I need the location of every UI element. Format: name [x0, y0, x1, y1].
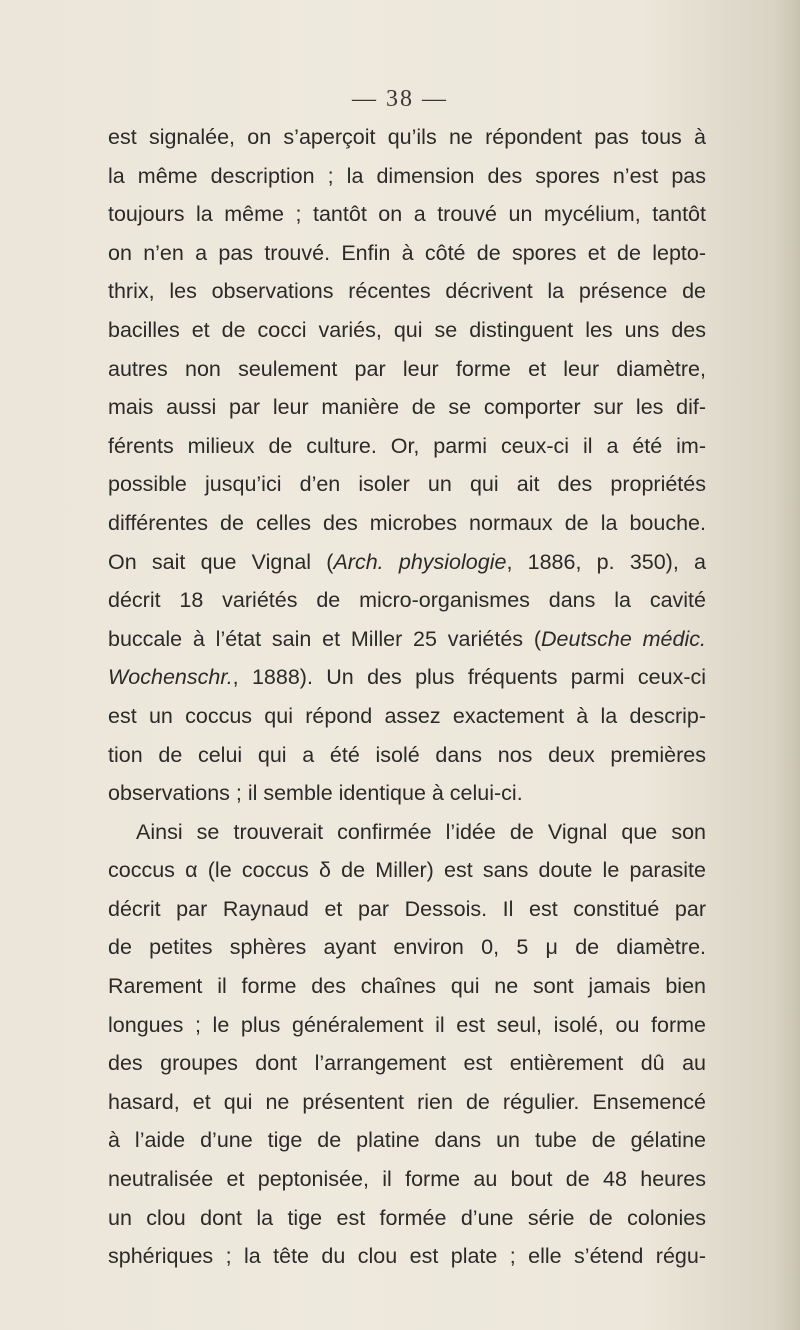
text-line [108, 620, 706, 659]
text-line: est un coccus qui répond assez exactement à la descrip- [108, 703, 706, 728]
text-line: neutralisée et peptonisée, il forme au bout de 48 heures [108, 1167, 706, 1192]
text-line: bacilles et de cocci variés, qui se distinguent les uns des [108, 317, 706, 342]
paragraph-start-line: Ainsi se trouverait confirmée l’idée de Vignal que son [136, 819, 706, 844]
text-line: longues ; le plus généralement il est seul, isolé, ou forme [108, 1012, 706, 1037]
text-line: est signalée, on s’aperçoit qu’ils ne répondent pas tous à [108, 125, 706, 149]
text-line: férents milieux de culture. Or, parmi ceux-ci il a été im- [108, 433, 706, 458]
text-line: à l’aide d’une tige de platine dans un tube de gélatine [108, 1128, 706, 1153]
text-line: un clou dont la tige est formée d’une série de colonies [108, 1205, 706, 1230]
text-line: autres non seulement par leur forme et leur diamètre, [108, 356, 706, 381]
citation-title: Arch. physiologie [333, 549, 507, 574]
text-line: décrit 18 variétés de micro-organismes dans la cavité [108, 588, 706, 613]
text-line [108, 543, 706, 582]
text-line: la même description ; la dimension des spores n’est pas [108, 163, 706, 188]
text-line: toujours la même ; tantôt on a trouvé un mycélium, tantôt [108, 202, 706, 227]
text-line: thrix, les observations récentes décrivent la présence de [108, 279, 706, 304]
page-number: — 38 — [352, 86, 448, 112]
paragraph-end-line: observations ; il semble identique à celui-ci. [108, 781, 523, 806]
body-text [108, 118, 706, 1276]
text-line: de petites sphères ayant environ 0, 5 μ de diamètre. [108, 935, 706, 960]
text-line [108, 658, 706, 697]
text-segment: On sait que Vignal ( [108, 549, 334, 574]
citation-title: Wochenschr. [108, 665, 233, 690]
text-line: coccus α (le coccus δ de Miller) est sans doute le parasite [108, 858, 706, 883]
text-line: sphériques ; la tête du clou est plate ; elle s’étend régu- [108, 1244, 706, 1269]
text-line: Rarement il forme des chaînes qui ne sont jamais bien [108, 974, 706, 999]
text-line: des groupes dont l’arrangement est entièrement dû au [108, 1051, 706, 1076]
text-line: décrit par Raynaud et par Dessois. Il est constitué par [108, 896, 706, 921]
text-segment: , 1888). Un des plus fréquents parmi ceux-ci [232, 665, 706, 690]
text-line: hasard, et qui ne présentent rien de régulier. Ensemencé [108, 1089, 706, 1114]
text-segment: , 1886, p. 350), a [506, 549, 706, 574]
text-line: possible jusqu’ici d’en isoler un qui ait des propriétés [108, 472, 706, 497]
text-line: mais aussi par leur manière de se comporter sur les dif- [108, 395, 706, 420]
citation-title: Deutsche médic. [541, 626, 706, 651]
text-segment: buccale à l’état sain et Miller 25 variétés ( [108, 626, 542, 651]
text-line: différentes de celles des microbes normaux de la bouche. [108, 510, 706, 535]
text-line: on n’en a pas trouvé. Enfin à côté de spores et de lepto- [108, 240, 706, 265]
text-line: tion de celui qui a été isolé dans nos deux premières [108, 742, 706, 767]
